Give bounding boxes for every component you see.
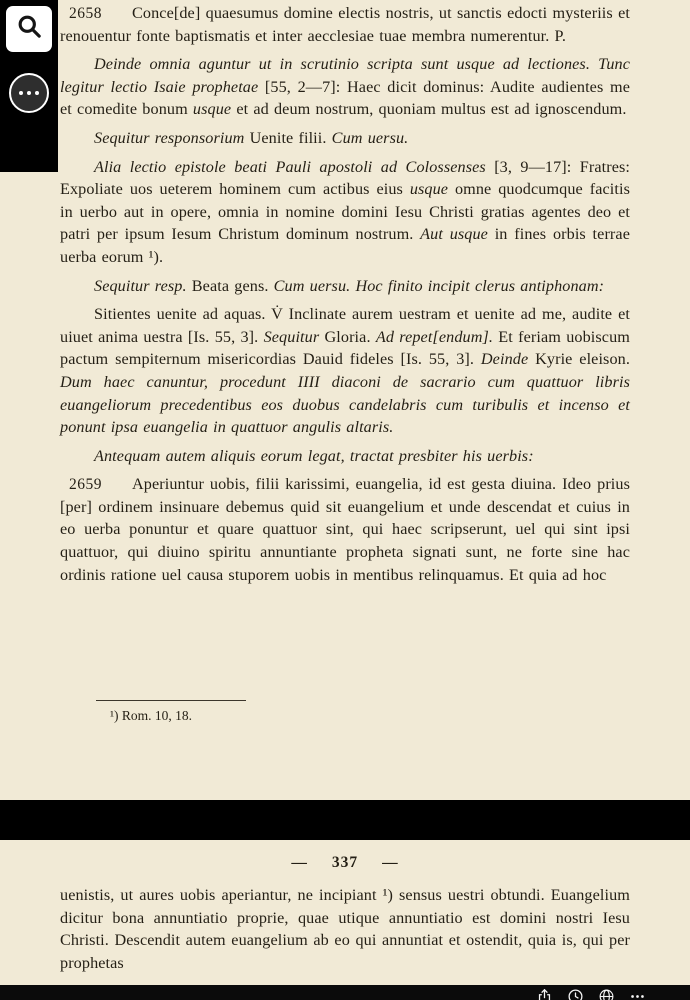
paragraph-text: Alia lectio epistole beati Pauli apostoli ad Colossenses [3, 9—17]: Fratres: Expoliate uos ueterem hominem cum actibus eius usque omne quodcumque facitis in uerbo aut in opere, omnia in nomine domini Iesu Christi gratias agentes deo et patri per ipsum Iesum Christum dominum nostrum. Aut usque in fines orbis terrae uerba eorum ¹). (60, 157, 630, 266)
paragraph-text: uenistis, ut aures uobis aperiantur, ne incipiant ¹) sensus uestri obtundi. Euangelium dicitur bona annuntiatio proprie, quae utique annuntiatio est domini nostri Iesu Christi. Descendit autem euangelium ab eo qui annuntiat et ostendit, quia is, qui per prophetas (60, 886, 630, 972)
corner-control-panel (0, 0, 58, 172)
globe-icon[interactable] (598, 988, 615, 1000)
more-icon[interactable] (629, 988, 646, 1000)
footnote-text: ¹) Rom. 10, 18. (110, 708, 193, 723)
paragraph-text: Conce[de] quaesumus domine electis nostris, ut sanctis edocti mysteriis et renouentur fonte baptismatis et inter aecclesiae tuae membra numerentur. P. (60, 4, 630, 45)
paragraph-text: Sitientes uenite ad aquas. V̇ Inclinate aurem uestram et uenite ad me, audite et uiuet anima uestra [Is. 55, 3]. Sequitur Gloria. Ad repet[endum]. Et feriam uobiscum pactum sempiternum misericordias Dauid fideles [Is. 55, 3]. Deinde Kyrie eleison. Dum haec canuntur, procedunt IIII diaconi de sacrario cum quattuor libris euangeliorum precedentibus eos duobus candelabris cum turibulis et incenso et ponunt ipsa euangelia in quattuor angulis altaris. (60, 305, 630, 437)
page-number-value: 337 (331, 854, 359, 871)
paragraph (60, 2, 630, 47)
toolbar-icon-group (536, 988, 646, 1000)
book-page-next (0, 840, 690, 985)
paragraph-text: Sequitur responsorium Uenite filii. Cum uersu. (94, 128, 409, 147)
paragraph-text: Aperiuntur uobis, filii karissimi, euangelia, id est gesta diuina. Ideo prius [per] ordinem insinuare debemus quid sit euangelium et unde descendat et cuius in eo uerba ponuntur et quare quattuor sint, qui haec scripserunt, uel qui sint ipsi quattuor, qui diuino spiritu annuntiante propheta signati sunt, ne forte sine hac ordinis ratione uel causa stuporem uobis in mentibus relinquamus. Et quia ad hoc (60, 475, 630, 584)
paragraph (60, 127, 630, 150)
paragraph-text: Antequam autem aliquis eorum legat, tractat presbiter his uerbis: (94, 446, 534, 465)
paragraph (60, 53, 630, 121)
ellipsis-icon (19, 91, 40, 96)
footnote-rule (96, 700, 246, 701)
page-number-dash-right: — (382, 854, 399, 871)
search-icon (16, 13, 43, 45)
paragraph (60, 275, 630, 298)
paragraph (60, 445, 630, 468)
paragraph (60, 884, 630, 974)
paragraph (60, 303, 630, 439)
footnote (94, 700, 246, 724)
paragraph-text: Sequitur resp. Beata gens. Cum uersu. Hoc finito incipit clerus antiphonam: (94, 276, 605, 295)
margin-number: 2659 (69, 476, 102, 494)
search-button[interactable] (6, 6, 52, 52)
page-number (60, 854, 630, 872)
margin-number: 2658 (69, 5, 102, 22)
page-number-dash-left: — (291, 854, 308, 871)
share-icon[interactable] (536, 988, 553, 1000)
paragraph (60, 156, 630, 269)
paragraph (60, 473, 630, 586)
paragraph-text: Deinde omnia aguntur ut in scrutinio scripta sunt usque ad lectiones. Tunc legitur lectio Isaie prophetae [55, 2—7]: Haec dicit dominus: Audite audientes me et comedite bonum usque et ad deum nostrum, quoniam multus est ad ignoscendum. (60, 55, 630, 119)
bottom-toolbar (0, 985, 690, 1000)
more-options-button[interactable] (9, 73, 49, 113)
clock-icon[interactable] (567, 988, 584, 1000)
